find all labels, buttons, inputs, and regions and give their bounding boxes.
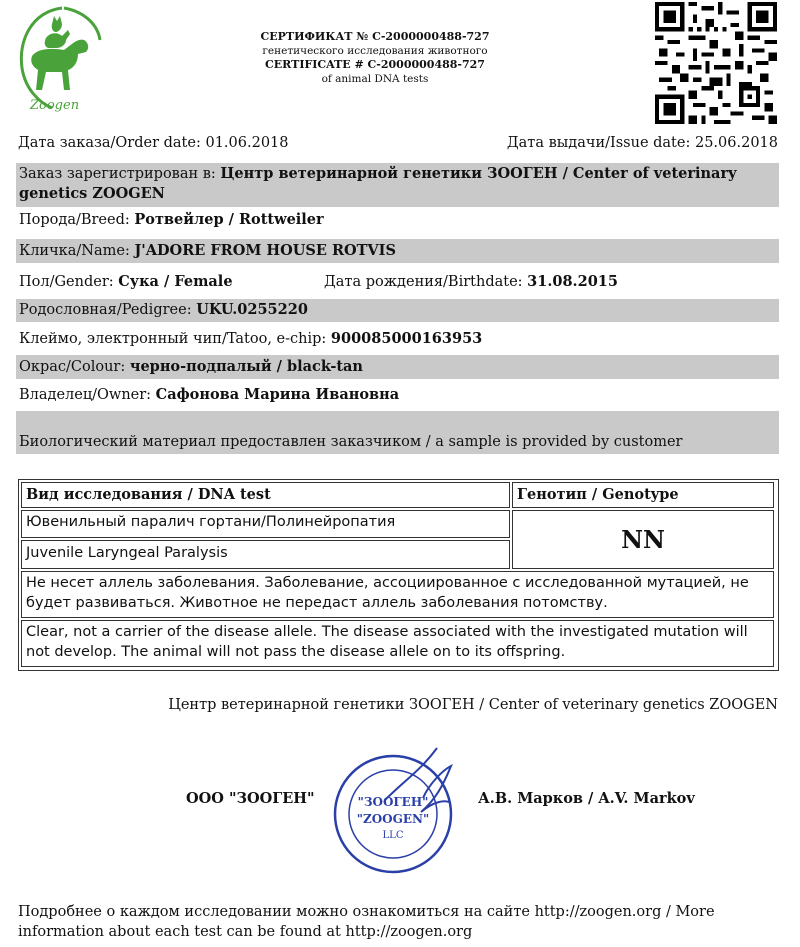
header-test-label: Вид исследования / DNA test	[26, 486, 271, 503]
pedigree-row	[16, 299, 779, 322]
chip-label: Клеймо, электронный чип/Tatoo, e-chip:	[19, 331, 327, 347]
order-date-label: Дата заказа/Order date:	[18, 135, 201, 151]
test-name-en	[21, 540, 510, 569]
table-header-test	[21, 482, 510, 508]
sample-note-row	[16, 411, 779, 454]
certificate-title-en: CERTIFICATE # C-2000000488-727	[265, 58, 485, 71]
interpretation-ru	[21, 571, 774, 618]
registered-label: Заказ зарегистрирован в:	[19, 166, 216, 182]
breed-label: Порода/Breed:	[19, 212, 130, 228]
colour-value: черно-подпалый / black-tan	[129, 358, 363, 375]
owner-row	[16, 385, 785, 405]
registered-row	[16, 163, 779, 207]
header-genotype-label: Генотип / Genotype	[517, 486, 679, 503]
pedigree-label: Родословная/Pedigree:	[19, 302, 192, 318]
signer-name: А.В. Марков / A.V. Markov	[478, 790, 695, 807]
logo-text: Zoogen	[30, 98, 80, 113]
breed-value: Ротвейлер / Rottweiler	[134, 211, 324, 228]
certificate-heading	[220, 30, 530, 86]
name-row	[16, 239, 779, 263]
name-label: Кличка/Name:	[19, 243, 130, 259]
qr-code	[655, 2, 777, 124]
breed-row	[16, 210, 785, 230]
svg-text:"ЗООГЕН": "ЗООГЕН"	[357, 795, 429, 809]
name-value: J'ADORE FROM HOUSE ROTVIS	[134, 242, 396, 259]
genotype-value: NN	[621, 525, 665, 554]
owner-label: Владелец/Owner:	[19, 387, 152, 403]
footer-note: Подробнее о каждом исследовании можно ознакомиться на сайте http://zoogen.org / More information about each test can be found at http://zoogen.org	[18, 904, 715, 940]
interpretation-en	[21, 620, 774, 667]
test-name-en-text: Juvenile Laryngeal Paralysis	[26, 545, 228, 561]
certificate-subtitle-ru: генетического исследования животного	[262, 45, 488, 57]
table-header-genotype	[512, 482, 774, 508]
colour-label: Окрас/Colour:	[19, 359, 126, 375]
test-name-ru	[21, 510, 510, 538]
birthdate-value: 31.08.2015	[527, 273, 618, 290]
svg-text:LLC: LLC	[382, 830, 404, 841]
chip-row	[16, 329, 785, 349]
certificate-subtitle-en: of animal DNA tests	[321, 73, 429, 85]
center-name: Центр ветеринарной генетики ЗООГЕН / Center of veterinary genetics ZOOGEN	[168, 697, 778, 713]
sample-note: Биологический материал предоставлен заказчиком / a sample is provided by customer	[19, 434, 683, 450]
issue-date-value: 25.06.2018	[694, 135, 778, 151]
gender-value: Сука / Female	[118, 273, 233, 290]
company-name: ООО "ЗООГЕН"	[186, 790, 315, 807]
registered-value: Центр ветеринарной генетики ЗООГЕН / Center of veterinary genetics ZOOGEN	[19, 165, 737, 202]
issue-date	[507, 135, 778, 151]
gender-row	[16, 272, 785, 292]
birthdate	[324, 272, 618, 292]
order-date	[18, 135, 289, 151]
chip-value: 900085000163953	[330, 330, 483, 347]
colour-row	[16, 355, 779, 379]
certificate-title-ru: СЕРТИФИКАТ № С-2000000488-727	[260, 30, 490, 43]
pedigree-value: UKU.0255220	[196, 301, 308, 318]
svg-text:"ZOOGEN": "ZOOGEN"	[356, 812, 430, 826]
company-stamp	[325, 740, 475, 880]
interpretation-en-text: Clear, not a carrier of the disease allele. The disease associated with the investigated mutation will not develop. The animal will not pass the disease allele on to its offspring.	[26, 624, 748, 660]
results-table	[18, 479, 779, 671]
interpretation-ru-text: Не несет аллель заболевания. Заболевание, ассоциированное с исследованной мутацией, не будет развиваться. Животное не передаст аллель заболевания потомству.	[26, 575, 749, 611]
issue-date-label: Дата выдачи/Issue date:	[506, 135, 691, 151]
birthdate-label: Дата рождения/Birthdate:	[324, 274, 523, 290]
genotype-cell	[512, 510, 774, 569]
test-name-ru-text: Ювенильный паралич гортани/Полинейропатия	[26, 514, 396, 530]
owner-value: Сафонова Марина Ивановна	[155, 386, 400, 403]
gender-label: Пол/Gender:	[19, 274, 114, 290]
order-date-value: 01.06.2018	[205, 135, 289, 151]
